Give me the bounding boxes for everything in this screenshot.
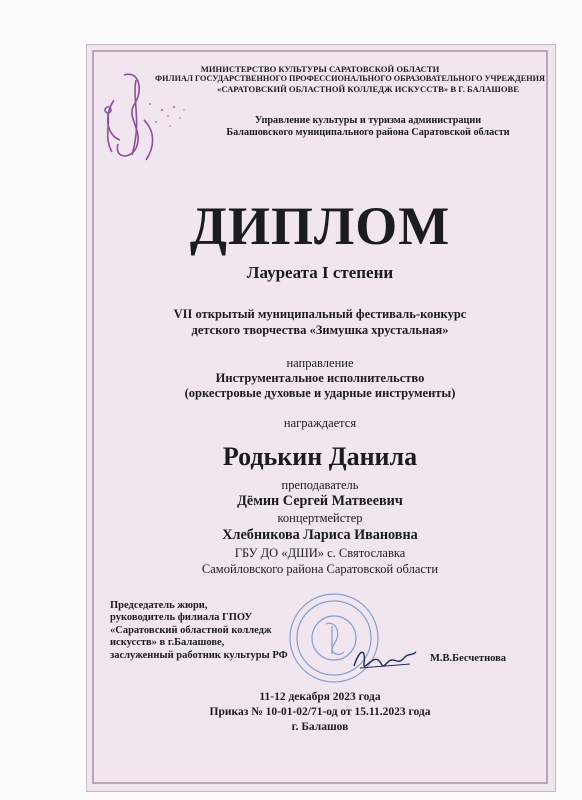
chair-line-5: заслуженный работник культуры РФ (110, 649, 288, 661)
awarded-label: награждается (283, 416, 357, 430)
teacher-name: Дёмин Сергей Матвеевич (237, 493, 403, 509)
school-line-1: ГБУ ДО «ДШИ» с. Святославка (234, 546, 406, 560)
signature-icon (350, 642, 420, 676)
festival-line-2: детского творчества «Зимушка хрустальная» (191, 323, 449, 337)
direction-line-2: (оркестровые духовые и ударные инструменты) (184, 386, 456, 400)
page-title: ДИПЛОМ (189, 196, 451, 256)
accompanist-label: концертмейстер (277, 511, 363, 525)
accompanist-name: Хлебникова Лариса Ивановна (222, 527, 418, 543)
header-department: Управление культуры и туризма администрации (254, 115, 482, 126)
chair-signature-name: М.В.Бесчетнова (430, 653, 507, 664)
header-college: «САРАТОВСКИЙ ОБЛАСТНОЙ КОЛЛЕДЖ ИСКУССТВ» В Г. БАЛАШОВЕ (217, 84, 519, 94)
festival-line-1: VII открытый муниципальный фестиваль-конкурс (173, 307, 467, 321)
direction-line-1: Инструментальное исполнительство (215, 371, 425, 385)
direction-label: направление (286, 356, 354, 370)
chair-line-2: руководитель филиала ГПОУ (110, 612, 253, 624)
event-date: 11-12 декабря 2023 года (259, 691, 381, 703)
chair-line-4: искусств» в г.Балашове, (110, 637, 225, 649)
degree-label: Лауреата I степени (246, 263, 394, 282)
chair-line-1: Председатель жюри, (110, 600, 208, 611)
recipient-name: Родькин Данила (222, 442, 418, 471)
header-ministry: МИНИСТЕРСТВО КУЛЬТУРЫ САРАТОВСКОЙ ОБЛАСТИ (200, 64, 440, 74)
header-district: Балашовского муниципального района Саратовской области (226, 127, 510, 138)
school-line-2: Самойловского района Саратовской области (201, 562, 439, 576)
chair-line-3: «Саратовский областной колледж (110, 624, 272, 636)
jury-chair-block (110, 600, 300, 662)
order-number: Приказ № 10-01-02/71-од от 15.11.2023 года (209, 706, 431, 718)
header-branch: ФИЛИАЛ ГОСУДАРСТВЕННОГО ПРОФЕССИОНАЛЬНОГО ОБРАЗОВАТЕЛЬНОГО УЧРЕЖДЕНИЯ (155, 74, 545, 83)
city-label: г. Балашов (291, 721, 349, 733)
teacher-label: преподаватель (281, 478, 359, 492)
